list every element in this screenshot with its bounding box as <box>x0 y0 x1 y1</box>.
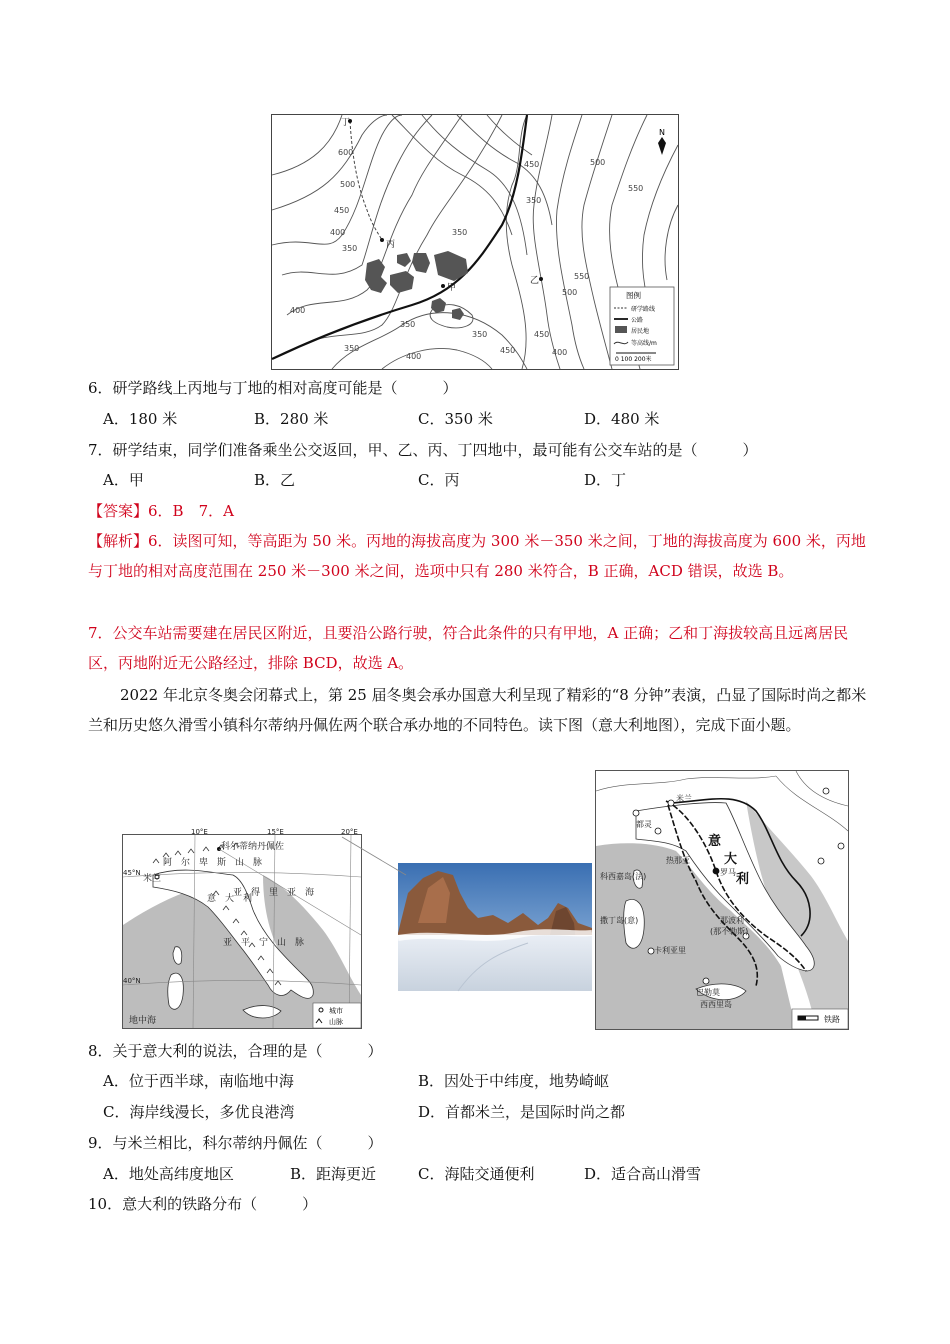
q9-option-d[interactable]: D．适合高山滑雪 <box>584 1165 702 1183</box>
q8-option-b[interactable]: B．因处于中纬度，地势崎岖 <box>418 1072 610 1090</box>
contour-label: 450 <box>524 160 540 169</box>
contour-label: 400 <box>552 348 568 357</box>
q8-option-d[interactable]: D．首都米兰，是国际时尚之都 <box>418 1103 626 1121</box>
sicily-label: 西西里岛 <box>700 1000 732 1009</box>
question-8-stem: 8．关于意大利的说法，合理的是（ ） <box>88 1042 383 1060</box>
point-bing-label: 丙 <box>386 240 396 250</box>
north-arrow-icon <box>658 128 666 155</box>
naples-label-sub: (那不勒斯) <box>710 927 749 936</box>
alps-label: 阿 尔 卑 斯 山 脉 <box>163 858 263 868</box>
italy-relief-map <box>122 828 362 1029</box>
contour-label: 400 <box>330 228 346 237</box>
question-10-stem: 10．意大利的铁路分布（ ） <box>88 1195 318 1213</box>
contour-label: 500 <box>590 158 606 167</box>
contour-label: 350 <box>344 344 360 353</box>
question-7-stem: 7．研学结束，同学们准备乘坐公交返回，甲、乙、丙、丁四地中，最可能有公交车站的是（ ） <box>88 441 758 459</box>
legend-mountain: 山脉 <box>329 1018 343 1026</box>
dolomites-ski-photo <box>398 863 592 991</box>
lon-10-label: 10°E <box>191 828 208 836</box>
q7-option-c[interactable]: C．丙 <box>418 471 460 489</box>
naples-label: 那波利 <box>720 916 744 925</box>
q6-option-a[interactable]: A．180 米 <box>103 410 178 428</box>
contour-label: 550 <box>628 184 644 193</box>
legend-title: 图例 <box>626 291 641 300</box>
contour-label: 450 <box>500 346 516 355</box>
legend-contour: 等高线/m <box>631 340 657 347</box>
cortina-label: 科尔蒂纳丹佩佐 <box>221 842 285 852</box>
italy-label: 意 大 利 <box>207 894 253 904</box>
contour-label: 350 <box>452 228 468 237</box>
italy-char-2: 大 <box>724 852 738 867</box>
cagliari-label: 卡利亚里 <box>654 946 686 955</box>
rome-label: 罗马 <box>720 868 736 877</box>
legend-route: 研学路线 <box>631 306 656 313</box>
italy-char-3: 利 <box>736 872 750 887</box>
photo-connector-line <box>340 835 410 885</box>
corsica-label: 科西嘉岛(法) <box>600 872 647 881</box>
north-label: N <box>659 128 665 137</box>
point-yi-label: 乙 <box>530 276 540 286</box>
milan-label: 米兰 <box>143 874 162 884</box>
analysis-paragraph-1: 【解析】6．读图可知，等高距为 50 米。丙地的海拔高度为 300 米－350 米之间，丁地的海拔高度为 600 米，丙地与丁地的相对高度范围在 250 米－300 米之间，选项中只有 280 米符合，B 正确，ACD 错误，故选 B。 <box>88 532 866 580</box>
lat-45-label: 45°N <box>123 869 141 877</box>
italy-railway-map <box>595 770 849 1030</box>
point-ding-label: 丁 <box>341 118 351 128</box>
lon-15-label: 15°E <box>267 828 284 836</box>
contour-label: 400 <box>406 352 422 361</box>
genoa-label: 热那亚 <box>666 856 690 865</box>
mediterranean-label: 地中海 <box>129 1016 157 1026</box>
contour-label: 400 <box>290 306 306 315</box>
q6-option-c[interactable]: C．350 米 <box>418 410 493 428</box>
point-jia-label: 甲 <box>447 283 457 293</box>
contour-map-figure <box>271 114 679 370</box>
analysis-paragraph-2: 7．公交车站需要建在居民区附近，且要沿公路行驶，符合此条件的只有甲地，A 正确；乙和丁海拔较高且远离居民区，丙地附近无公路经过，排除 BCD，故选 A。 <box>88 624 849 672</box>
contour-legend <box>610 287 674 365</box>
question-6-stem: 6．研学路线上丙地与丁地的相对高度可能是（ ） <box>88 379 458 397</box>
q6-option-b[interactable]: B．280 米 <box>254 410 329 428</box>
legend-residential: 居民地 <box>631 328 650 335</box>
adriatic-label: 亚 得 里 亚 海 <box>233 888 315 898</box>
contour-label: 500 <box>562 288 578 297</box>
contour-label: 350 <box>400 320 416 329</box>
intro-paragraph: 2022 年北京冬奥会闭幕式上，第 25 届冬奥会承办国意大利呈现了精彩的“8 分钟”表演，凸显了国际时尚之都米兰和历史悠久滑雪小镇科尔蒂纳丹佩佐两个联合承办地的不同特色。读下图（意大利地图），完成下面小题。 <box>88 686 867 734</box>
contour-label: 450 <box>334 206 350 215</box>
milan-label: 米兰 <box>676 794 692 803</box>
q9-option-c[interactable]: C．海陆交通便利 <box>418 1165 535 1183</box>
contour-label: 350 <box>472 330 488 339</box>
contour-label: 550 <box>574 272 590 281</box>
q7-option-b[interactable]: B．乙 <box>254 471 296 489</box>
italy-char-1: 意 <box>708 834 722 849</box>
contour-map <box>272 115 678 369</box>
question-9-stem: 9．与米兰相比，科尔蒂纳丹佩佐（ ） <box>88 1134 383 1152</box>
contour-label: 350 <box>526 196 542 205</box>
turin-label: 都灵 <box>636 820 652 829</box>
legend-railway: 铁路 <box>824 1015 840 1024</box>
contour-label: 350 <box>342 244 358 253</box>
contour-label: 600 <box>338 148 354 157</box>
q8-option-c[interactable]: C．海岸线漫长，多优良港湾 <box>103 1103 295 1121</box>
answer-line: 【答案】6．B 7．A <box>88 502 234 520</box>
q9-option-a[interactable]: A．地处高纬度地区 <box>103 1165 234 1183</box>
contour-label: 450 <box>534 330 550 339</box>
contour-label: 500 <box>340 180 356 189</box>
q9-option-b[interactable]: B．距海更近 <box>290 1165 377 1183</box>
apennine-label: 亚 平 宁 山 脉 <box>223 938 305 948</box>
lat-40-label: 40°N <box>123 977 141 985</box>
q6-option-d[interactable]: D．480 米 <box>584 410 660 428</box>
q7-option-a[interactable]: A．甲 <box>103 471 144 489</box>
lon-20-label: 20°E <box>341 828 358 836</box>
legend-city: 城市 <box>329 1007 343 1015</box>
legend-road: 公路 <box>631 317 644 324</box>
legend-scale: 0 100 200米 <box>615 356 652 363</box>
sardinia-label: 撒丁岛(意) <box>600 916 639 925</box>
q8-option-a[interactable]: A．位于西半球，南临地中海 <box>103 1072 294 1090</box>
q7-option-d[interactable]: D．丁 <box>584 471 627 489</box>
palermo-label: 巴勒莫 <box>696 988 720 997</box>
